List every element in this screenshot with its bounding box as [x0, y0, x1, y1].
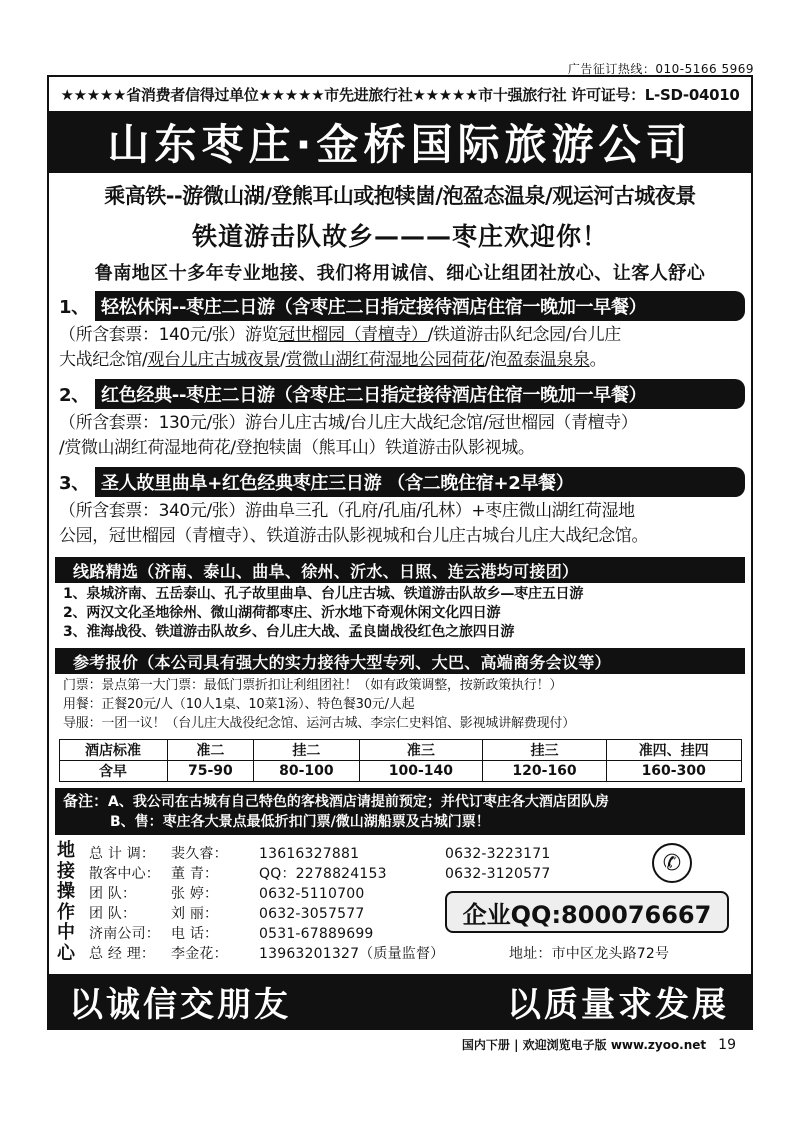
text-span: /泡: [484, 350, 507, 370]
price-line-tickets: 门票：景点第一大门票：最低门票折扣让利组团社！（如有政策调整，按新政策执行！）: [63, 678, 563, 693]
vertical-char: 操: [57, 881, 75, 902]
table-cell: 75-90: [167, 761, 254, 782]
slogan-left: 以诚信交朋友: [69, 984, 291, 1025]
note-b-prefix: B、售：: [110, 814, 163, 830]
contact-number-2: 0632-3120577: [445, 866, 551, 882]
company-address: 地址：市中区龙头路72号: [509, 946, 670, 962]
text-span: 。: [589, 350, 607, 370]
note-b: [63, 812, 737, 832]
package-1-number: 1、: [59, 297, 89, 318]
hotel-price-table: [59, 739, 742, 782]
price-line-meals: 用餐：正餐20元/人（10人1桌、10菜1汤）、特色餐30元/人起: [63, 697, 415, 712]
table-header-cell: 准二: [167, 740, 254, 761]
vertical-char: 接: [57, 860, 75, 882]
note-b-text: 枣庄各大景点最低折扣门票/微山湖船票及古城门票！: [162, 814, 490, 830]
text-span: /铁道游击队纪念园/台儿庄: [427, 325, 621, 345]
contact-role: 团 队：: [89, 886, 137, 902]
route-item: 3、淮海战役、铁道游击队故乡、台儿庄大战、孟良崮战役红色之旅四日游: [63, 624, 515, 640]
contact-name: 刘 丽：: [171, 906, 219, 922]
text-span: 盈泰温泉泉: [506, 350, 590, 370]
contact-name: 董 青：: [171, 866, 219, 882]
package-2-header: [55, 379, 745, 409]
bottom-slogan-bar: [49, 974, 751, 1028]
text-span: 大战纪念馆/: [59, 350, 148, 370]
contact-number: 0531-67889699: [259, 926, 374, 942]
contact-number-2: 0632-3223171: [445, 846, 551, 862]
table-header-cell: 酒店标准: [59, 740, 167, 761]
text-span: 冠世榴园（青檀寺）: [278, 325, 428, 345]
package-2-line-1: （所含套票：130元/张）游台儿庄古城/台儿庄大战纪念馆/冠世榴园（青檀寺）: [59, 413, 638, 433]
package-2-number: 2、: [59, 385, 89, 406]
price-reference-title: 参考报价（本公司具有强大的实力接待大型专列、大巴、高端商务会议等）: [55, 648, 745, 674]
table-header-cell: 挂三: [483, 740, 607, 761]
routes-select-title: 线路精选（济南、泰山、曲阜、徐州、沂水、日照、连云港均可接团）: [55, 557, 745, 583]
contact-row: [89, 843, 550, 863]
table-cell: 100-140: [359, 761, 483, 782]
contact-row: [89, 943, 669, 963]
package-1-line-2: [59, 348, 743, 373]
table-cell: 160-300: [606, 761, 741, 782]
contact-role: 济南公司：: [89, 926, 160, 942]
text-span: （所含套票：140元/张）游览: [59, 325, 279, 345]
package-3-header: [55, 467, 745, 497]
note-a: [63, 791, 737, 812]
package-2-line-2: /赏微山湖红荷湿地荷花/登抱犊崮（熊耳山）铁道游击队影视城。: [59, 438, 535, 458]
routes-headline: 乘高铁--游微山湖/登熊耳山或抱犊崮/泡盈态温泉/观运河古城夜景: [104, 184, 696, 208]
vertical-char: 心: [57, 942, 75, 964]
table-row: [59, 761, 741, 782]
contact-number: 0632-5110700: [259, 886, 365, 902]
table-cell: 80-100: [254, 761, 359, 782]
footer-text: 国内下册 | 欢迎浏览电子版 www.zyoo.net: [461, 1038, 707, 1052]
contact-role: 总 经 理：: [89, 946, 156, 962]
table-header-cell: 准四、挂四: [606, 740, 741, 761]
package-2-title: 红色经典--枣庄二日游（含枣庄二日指定接待酒店住宿一晚加一早餐）: [95, 379, 745, 409]
package-3-number: 3、: [59, 473, 89, 494]
contact-name: 电 话：: [171, 926, 219, 942]
route-item: 2、两汉文化圣地徐州、微山湖荷都枣庄、沂水地下奇观休闲文化四日游: [63, 605, 501, 621]
contact-role: 散客中心：: [89, 866, 160, 882]
contact-row: [89, 923, 445, 943]
contact-role: 团 队：: [89, 906, 137, 922]
vertical-char: 地: [57, 840, 75, 861]
package-1-header: [55, 291, 745, 321]
reception-center-label: [57, 841, 79, 964]
contact-role: 总 计 调：: [89, 846, 156, 862]
contact-name: 裴久睿：: [171, 846, 228, 862]
slogan-line: 鲁南地区十多年专业地接、我们将用诚信、细心让组团社放心、让客人舒心: [94, 263, 706, 284]
phone-icon: ✆: [652, 843, 692, 883]
contact-number: 13963201327（质量监督）: [259, 946, 445, 962]
table-cell: 120-160: [483, 761, 607, 782]
notes-label: 备注：: [63, 792, 109, 810]
package-1-title: 轻松休闲--枣庄二日游（含枣庄二日指定接待酒店住宿一晚加一早餐）: [95, 291, 745, 321]
table-header-cell: 挂二: [254, 740, 359, 761]
text-span: /: [280, 350, 286, 370]
contact-number: 13616327881: [259, 846, 360, 862]
table-cell: 含早: [59, 761, 167, 782]
ad-frame: [47, 75, 753, 1030]
table-header-cell: 准三: [359, 740, 483, 761]
package-1-line-1: [59, 323, 743, 348]
contact-name: 李金花：: [171, 946, 228, 962]
route-item: 1、泉城济南、五岳泰山、孔子故里曲阜、台儿庄古城、铁道游击队故乡—枣庄五日游: [63, 586, 584, 602]
package-3-title: 圣人故里曲阜+红色经典枣庄三日游 （含二晚住宿+2早餐）: [95, 467, 745, 497]
welcome-headline: 铁道游击队故乡———枣庄欢迎你！: [191, 222, 608, 251]
package-2-body: [49, 409, 751, 461]
contact-number: QQ：2278824153: [259, 866, 387, 882]
contact-name: 张 婷：: [171, 886, 219, 902]
contact-number: 0632-3057577: [259, 906, 365, 922]
package-3-line-1: （所含套票：340元/张）游曲阜三孔（孔府/孔庙/孔林）+枣庄微山湖红荷湿地: [59, 501, 635, 521]
price-line-guide: 导服：一团一议！（台儿庄大战役纪念馆、运河古城、李宗仁史料馆、影视城讲解费现付）: [63, 716, 576, 731]
package-3-body: [49, 497, 751, 549]
package-1-body: [49, 321, 751, 373]
contacts-section: [49, 839, 751, 962]
text-span: 观台儿庄古城夜景: [147, 350, 281, 370]
contact-row: [89, 903, 445, 923]
enterprise-qq: 企业QQ:800076667: [445, 891, 729, 933]
table-header-row: [59, 740, 741, 761]
company-title: 山东枣庄·金桥国际旅游公司: [49, 111, 751, 173]
page-number: 19: [718, 1037, 736, 1053]
credentials-line: ★★★★★省消费者信得过单位★★★★★市先进旅行社★★★★★市十强旅行社 许可证号：L-SD-04010: [60, 85, 740, 104]
page-footer: [462, 1036, 736, 1053]
note-a-text: A、我公司在古城有自己特色的客栈酒店请提前预定；并代订枣庄各大酒店团队房: [108, 794, 609, 810]
notes-box: [55, 788, 745, 835]
package-3-line-2: 公园，冠世榴园（青檀寺）、铁道游击队影视城和台儿庄古城台儿庄大战纪念馆。: [59, 526, 649, 546]
slogan-right: 以质量求发展: [507, 984, 729, 1025]
contact-row: [89, 883, 445, 903]
text-span: 赏微山湖红荷湿地公园荷花: [285, 350, 485, 370]
vertical-char: 中: [57, 922, 75, 943]
vertical-char: 作: [57, 901, 75, 923]
contact-row: [89, 863, 550, 883]
ad-hotline: 广告征订热线：010-5166 5969: [567, 62, 754, 76]
